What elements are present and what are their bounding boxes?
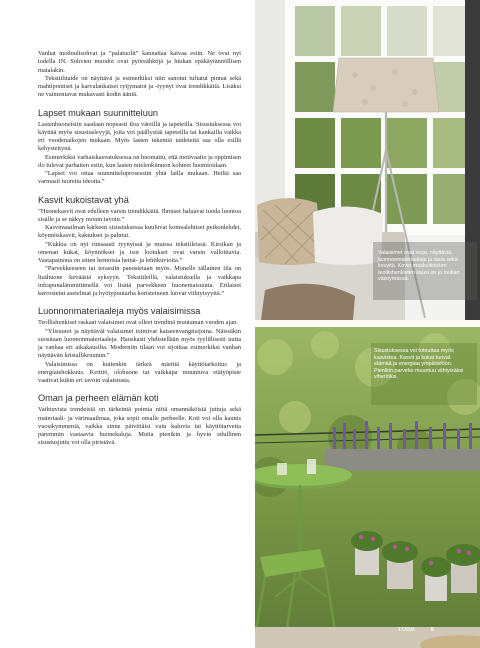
bottom-photo-caption: Sisustuksessa voi toteuttaa myös kasvistoa. Kasvit ja kukat tuovat elämää ja energiaa ympäristöön. Pienikin parveke muuntuu viihtyisäksi viheriöksi. <box>374 348 464 381</box>
children-paragraph-1: Lastenhuoneisiin saadaan nopeasti iloa väreillä ja tapeteilla. Sisustuksessa voi käyttää myös sisustuslevyjä, joita voi päällystää tapeteilla tai kankailla vaikka eri vuodenaikojen mukaan. Myös lasten tekemiä taideteitä saa olla esillä kehystettynä. <box>38 120 241 153</box>
children-paragraph-3: ”Lapset voi ottaa suunnitteluprosessiin yhtä lailla mukaan. Heiltä saa varmasti tuoreita ideoita.” <box>38 170 241 186</box>
plants-paragraph-4: ”Parvekkeeseen tai terassiin panostetaan myös. Monelle tällainen tila on lisähuone keväästä syksyyn. Tekstiileillä, valaistuksella ja vaikkapa infrapunalämmittimellä voi lisätä parvekkeen huonemaisuutta. Erilaiset kerrostetut asetelmat ja hyötypuutarha koristeineen luovat viihtyisyyttä.” <box>38 265 241 297</box>
page-footer <box>398 627 434 633</box>
section-heading-plants: Kasvit kukoistavat yhä <box>38 194 129 205</box>
intro-paragraph-2: Tekstiilitaide on näyttävä ja esimerkiksi niin sanotut tuftatut pinnat sekä mahtipontiset ja karvalankaiset ryijymatot ja -tyynyt ovat trendikkäitä. Lisäksi ne vaimentavat mukavasti kodin ääniä. <box>38 74 241 99</box>
magazine-name: TOIMI <box>398 627 415 633</box>
plants-paragraph-2: Kasvimaailman kärkeen sisustuksessa kuuluvat komealehtiset peikonlehdet, köynnöskasvit, kaktukset ja palmut. <box>38 224 241 240</box>
page-number: 9 <box>430 627 435 633</box>
section-heading-home: Oman ja perheen elämän koti <box>38 393 159 404</box>
lighting-paragraph-3: Valaisimissa on kuitenkin tärkeä miettiä käyttötarkoitus ja energiatehokkuus. Keittiö, olohuone tai vaikkapa muuntuva etätyöpiste vaativat kukin eri tavoin valaistusta. <box>38 360 241 384</box>
top-photo-caption: Valaisimet ovat isoja, näyttäviä, luonnonmateriaaleja ja lasia sekä kevyitä. Kovin maskuliinisten teollishenkisten kausi on jo hiukan väistymässä. <box>378 250 460 283</box>
lighting-paragraph-2: ”Ylisuuret ja näyttävät valaisimet toimivat katseenvangitsijoina. Näissäkin suositaan luonnonmateriaaleja. Hauskasti yhdistellään myös tyylillisesti uutta ja vanhaa eri aikakausilta. Moderniin tilaan voi sijoittaa esimerkiksi vanhan näyttävän kristallikruunun.” <box>38 327 241 360</box>
intro-paragraph-1: Vanhat moduulisohvat ja ”palatuolit” kannattaa kaivaa esiin. Ne ovat nyt todella IN. Sohvien muodot ovat pyöreähköjä ja hiukan epäkäytännöllisen matalakin. <box>38 50 241 74</box>
children-paragraph-2: Esimerkiksi varhaiskasvatuksessa on huomattu, että motivaatio ja oppimisen ilo tulevat parhaiten esiin, kun lasten mielenkiinnon kohteet huomioidaan. <box>38 153 241 169</box>
article-column <box>38 50 241 448</box>
section-heading-lighting: Luonnonmateriaaleja myös valaisimissa <box>38 306 201 317</box>
section-heading-children: Lapset mukaan suunnitteluun <box>38 107 159 118</box>
plants-paragraph-3: ”Kukkia on nyt runsaasti tyynyissä ja muissa tekstiileissä. Kirsikan ja omenan kukat, köynnökset ja isot lootukset ovat varsin valloittavia. Vastapainona on sitten hentoisia heinä- ja lehtikuvioita.” <box>38 240 241 264</box>
lighting-paragraph-1: Teollishenkiset raskaat valaisimet ovat olleet trendinä muutaman vuoden ajan. <box>38 319 238 327</box>
home-paragraph-1: Vaihtuvista trendeistä on tärkeintä poimia niitä omannäköisiä juttuja sekä materiaali- ja värimaailmaa, joka sopii omalle perheelle. Koti voi olla kaunis vuosikymmeniä, vaikka sinne päivittäisi vain kaluvia tai käyttötarvetta paremmin vastaavia huonekaluja. Mutta pienikin ja hyvin edullinen sisustusjuttu voi olla piristävä. <box>38 406 241 447</box>
plants-paragraph-1: ”Huonekasvit ovat edelleen varsin trendikkäitä. Ihmiset haluavat tuoda luontoa sisälle ja se näkyy monin tavoin.” <box>38 207 241 223</box>
